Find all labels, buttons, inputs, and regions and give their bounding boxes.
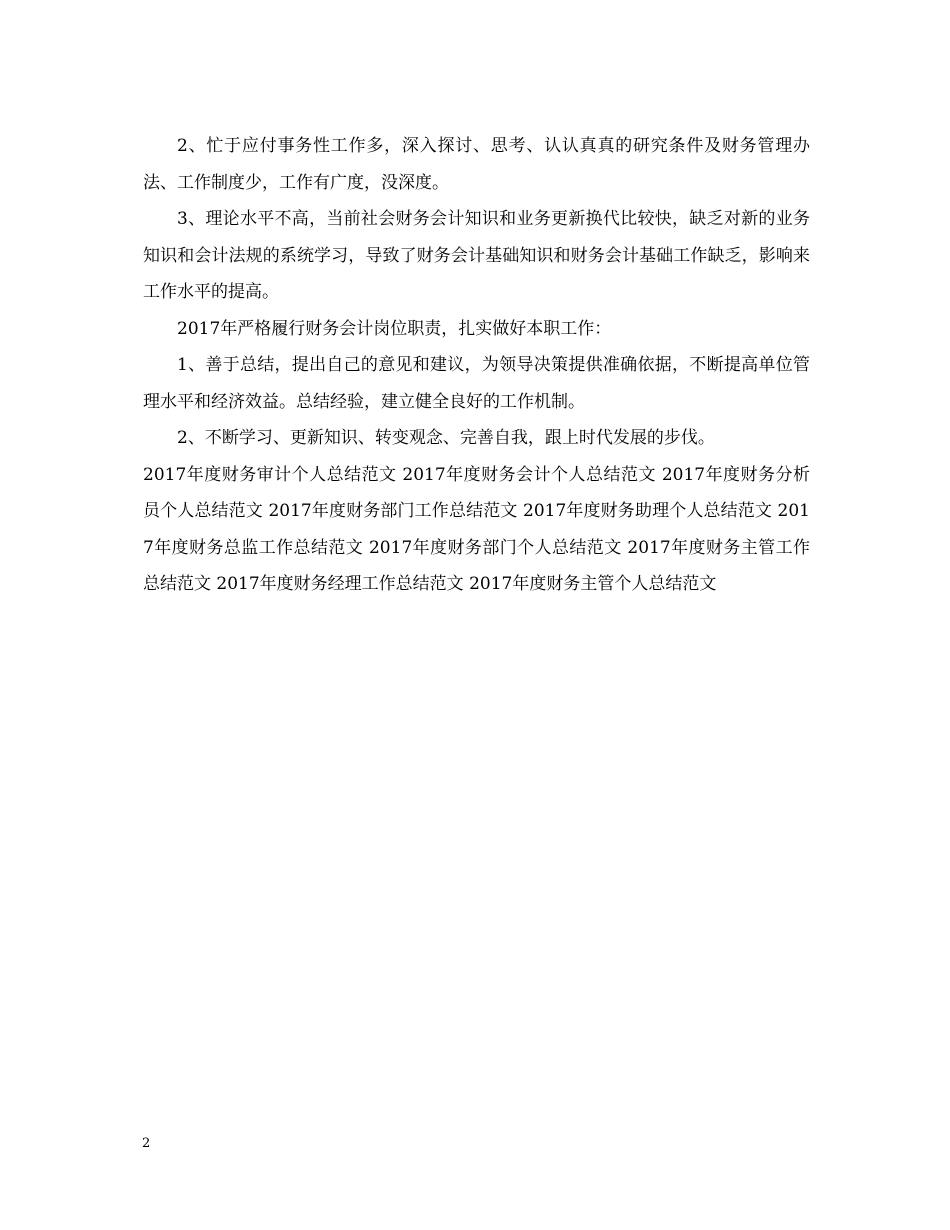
paragraph-point-3: 3、理论水平不高，当前社会财务会计知识和业务更新换代比较快，缺乏对新的业务知识和会计法规的系统学习，导致了财务会计基础知识和财务会计基础工作缺乏，影响来工作水平的提高。 (143, 209, 810, 302)
paragraph-duty-1: 1、善于总结，提出自己的意见和建议，为领导决策提供准确依据，不断提高单位管理水平和经济效益。总结经验，建立健全良好的工作机制。 (143, 355, 810, 412)
paragraph-point-2: 2、忙于应付事务性工作多，深入探讨、思考、认认真真的研究条件及财务管理办法、工作制度少，工作有广度，没深度。 (143, 136, 810, 193)
document-body (143, 128, 810, 603)
paragraph-duty-2: 2、不断学习、更新知识、转变观念、完善自我，跟上时代发展的步伐。 (177, 428, 715, 448)
related-links-text: 2017年度财务审计个人总结范文 2017年度财务会计个人总结范文 2017年度财务分析员个人总结范文 2017年度财务部门工作总结范文 2017年度财务助理个人总结范文 2017年度财务总监工作总结范文 2017年度财务部门个人总结范文 2017年度财务主管工作总结范文 2017年度财务经理工作总结范文 2017年度财务主管个人总结范文 (143, 464, 810, 594)
paragraph-duties-heading: 2017年严格履行财务会计岗位职责，扎实做好本职工作： (177, 318, 612, 339)
page-number: 2 (142, 1136, 151, 1151)
